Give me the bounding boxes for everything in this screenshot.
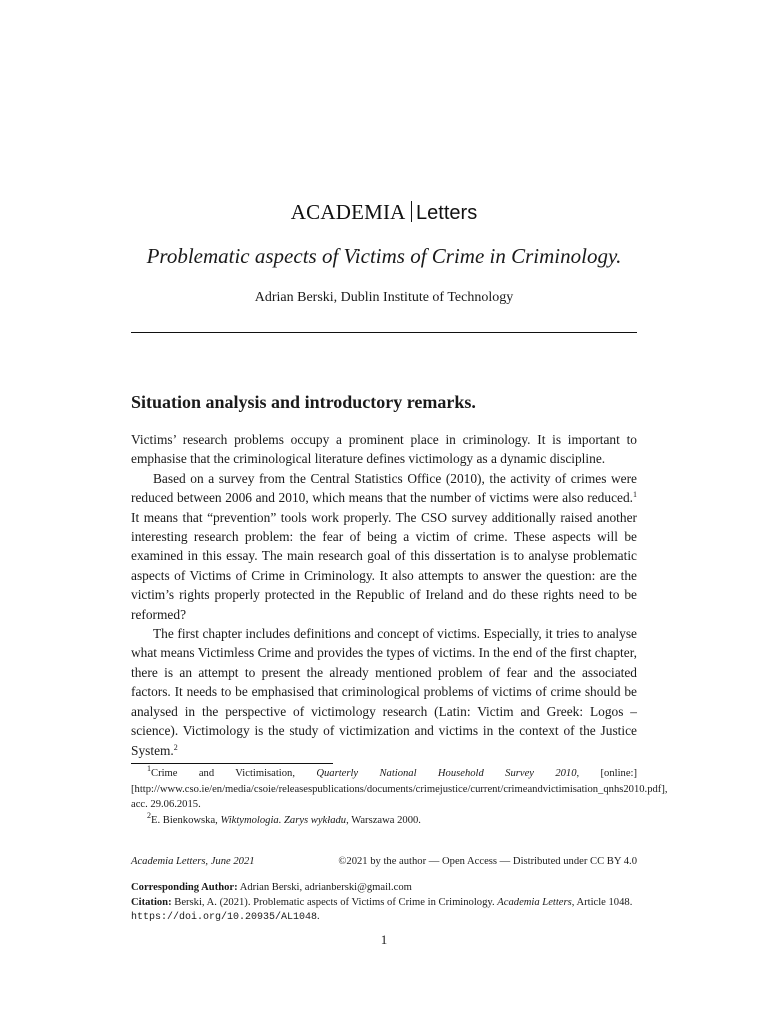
footnote-ref-2[interactable]: 2 [173,742,178,752]
journal-brand [0,199,768,226]
page-number: 1 [380,932,388,947]
footnote-1-link[interactable]: , [online:] [http://www.cso.ie/en/media/csoie/releasespublications/documents/crimejustice/current/crimeandvictimisation_qnhs2010.pdf], acc. 29.06.2015. [131,768,668,810]
footnotes [131,764,668,828]
correspondence-block [131,881,637,926]
footnote-ref-1[interactable]: 1 [633,490,637,500]
paragraph-3: The first chapter includes definitions and concept of victims. Especially, it tries to analyse what means Victimless Crime and provides the types of victims. In the end of the first chapter, there is an attempt to present the already mentioned problem of fear and the associated factors. It needs to be emphasised that criminological problems of victims of crime should be analysed in the perspective of victimology research (Latin: Victim and Greek: Logos – science). Victimology is the study of victimization and victims in the context of the Justice System.$^2$ [131,626,637,758]
paper-title: Problematic aspects of Victims of Crime in Criminology. [146,244,622,268]
footnote-1: $^1$Crime and Victimisation, Quarterly National Household Survey 2010, [online:] [http://www.cso.ie/en/media/csoie/releasespublications/documents/crimejustice/current/crimeandvictimisation_qnhs2010.pdf], acc. 29.06.2015. [131,764,668,810]
paragraph-2: Based on a survey from the Central Statistics Office (2010), the activity of crimes were reduced between 2006 and 2010, which means that the number of victims were also reduced.$^1$ It means that “prevention” tools work properly. The CSO survey additionally raised another interesting research problem: the fear of being a victim of crime. These aspects will be examined in this essay. The main research goal of this dissertation is to analyse problematic aspects of Victims of Crime in Criminology. It also attempts to answer the question: are the victim’s rights properly protected in the Republic of Ireland and do these rights need to be reformed? [131,470,637,622]
brand-sub: Letters [416,202,478,224]
citation: Citation: Berski, A. (2021). Problematic aspects of Victims of Crime in Criminology. Academia Letters, Article 1048. https://doi.org/10.20935/AL1048. [131,896,633,923]
doi-link[interactable]: https://doi.org/10.20935/AL1048 [131,912,318,923]
brand-divider [411,201,413,222]
corresponding-author: Corresponding Author: Adrian Berski, adrianberski@gmail.com [131,882,412,893]
paragraph-1: Victims’ research problems occupy a prominent place in criminology. It is important to emphasise that the criminological literature defines victimology as a dynamic discipline. [131,432,637,467]
paper-author: Adrian Berski, Dublin Institute of Technology [254,290,514,305]
footnote-rule [131,763,333,764]
footnote-2: $^2$E. Bienkowska, Wiktymologia. Zarys wykładu, Warszawa 2000. [147,810,421,826]
footer-license: ©2021 by the author — Open Access — Distributed under CC BY 4.0 [338,856,637,867]
section-heading: Situation analysis and introductory remarks. [131,392,476,412]
corresponding-author-value[interactable]: Adrian Berski, adrianberski@gmail.com [239,882,412,893]
brand-name: ACADEMIA [290,200,406,224]
title-rule [131,332,637,333]
footer-journal-date: Academia Letters, June 2021 [131,856,255,867]
body-text [131,430,637,760]
